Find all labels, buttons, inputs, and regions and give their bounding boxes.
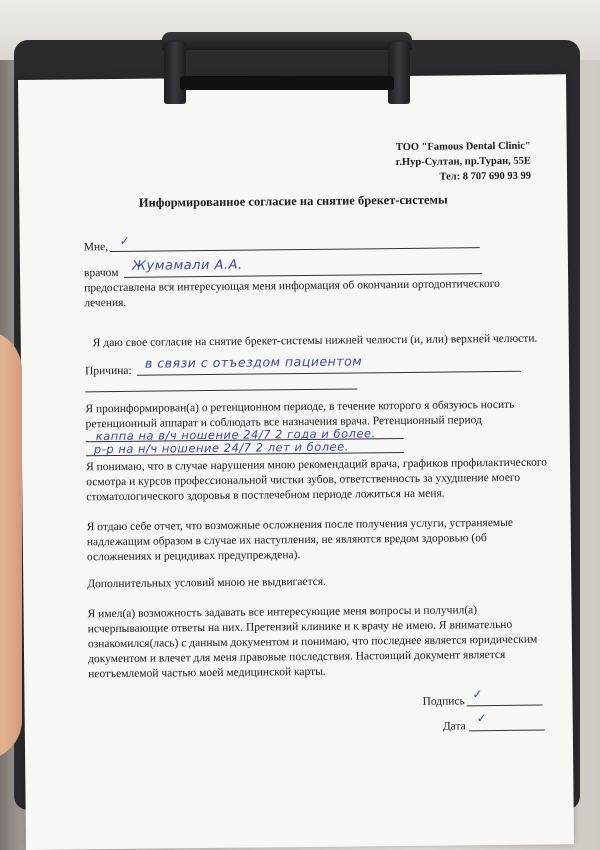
clip-left-arm bbox=[164, 42, 186, 104]
reason-field-line-2 bbox=[85, 388, 357, 392]
clip-right-arm bbox=[388, 42, 410, 104]
header-phone: Тел: 8 707 690 93 99 bbox=[439, 170, 532, 183]
retention-para-line-1: Я проинформирован(а) о ретенционном периоде, в течение которого я обязуюсь носить bbox=[85, 398, 515, 416]
reason-value: в связи с отъездом пациентом bbox=[144, 353, 363, 371]
complications-para-line-2: надлежащим образом в случае их наступления, не являются вредом здоровью (об bbox=[86, 532, 487, 549]
complications-para-line-1: Я отдаю себе отчет, что возможные осложнения после получения услуги, устраняемые bbox=[86, 516, 514, 534]
header-address: г.Нур-Султан, пр.Туран, 55Е bbox=[395, 155, 531, 169]
signature-line bbox=[467, 705, 543, 707]
me-label: Мне, bbox=[83, 241, 109, 254]
clipboard bbox=[14, 40, 580, 810]
reason-field-line bbox=[137, 371, 521, 376]
acknowledgement-line-5: неотъемлемой частью моей медицинской карты. bbox=[88, 665, 326, 681]
retention-handwritten-2: р-р на н/ч ношение 24/7 2 лет и более. bbox=[93, 439, 349, 457]
holding-hand bbox=[0, 330, 22, 760]
date-checkmark-icon: ✓ bbox=[476, 711, 487, 726]
signature-checkmark-icon: ✓ bbox=[472, 687, 483, 702]
clip-base bbox=[180, 76, 394, 90]
me-field-line bbox=[110, 247, 480, 252]
retention-handwritten-1: каппа на в/ч ношение 24/7 2 года и более. bbox=[95, 426, 376, 444]
header-org: ТОО "Famous Dental Clinic" bbox=[395, 140, 531, 154]
doctor-label: врачом bbox=[83, 266, 119, 280]
acknowledgement-line-4: документом и влечет для меня правовые последствия. Настоящий документ является bbox=[88, 648, 506, 666]
date-label: Дата bbox=[442, 720, 466, 733]
acknowledgement-line-1: Я имел(а) возможность задавать все интересующие меня вопросы и получил(а) bbox=[87, 604, 478, 621]
retention-para-line-2: ретенционный аппарат и соблюдать все назначения врача. Ретенционный период bbox=[85, 414, 482, 431]
document-title: Информированное согласие на снятие брекет-системы bbox=[138, 192, 448, 210]
no-conditions-text: Дополнительных условий мною не выдвигается. bbox=[87, 575, 327, 591]
clipboard-clip bbox=[162, 32, 412, 104]
clip-handle bbox=[162, 32, 412, 50]
info-text-2: лечения. bbox=[84, 296, 127, 310]
signature-label: Подпись bbox=[422, 695, 465, 708]
responsibility-para-line-1: Я понимаю, что в случае нарушения мною рекомендаций врача, графиков профилактического bbox=[85, 456, 548, 474]
responsibility-para-line-3: стоматологического здоровья в постлечебном периоде ложиться на меня. bbox=[86, 487, 445, 504]
doctor-value: Жумамали А.А. bbox=[131, 257, 243, 274]
reason-label: Причина: bbox=[84, 364, 132, 378]
info-text: предоставлена вся интересующая меня информация об окончании ортодонтического bbox=[84, 277, 500, 295]
responsibility-para-line-2: осмотра и курсов профессиональной чистки зубов, ответственность за ухудшение моего bbox=[86, 471, 521, 489]
consent-form-paper bbox=[18, 74, 574, 850]
date-line bbox=[469, 730, 545, 732]
consent-text: Я даю свое согласие на снятие брекет-системы нижней челюсти (и, или) верхней челюсти. bbox=[92, 332, 538, 350]
checkmark-icon: ✓ bbox=[119, 233, 130, 248]
acknowledgement-line-3: ознакомился(лась) с данным документом и понимаю, что последнее является юридическим bbox=[87, 633, 538, 651]
complications-para-line-3: осложнениях и рецидивах предупреждена). bbox=[86, 549, 301, 564]
acknowledgement-line-2: исчерпывающие ответы на них. Претензий клинике и к врачу не имею. Я внимательно bbox=[87, 618, 513, 636]
